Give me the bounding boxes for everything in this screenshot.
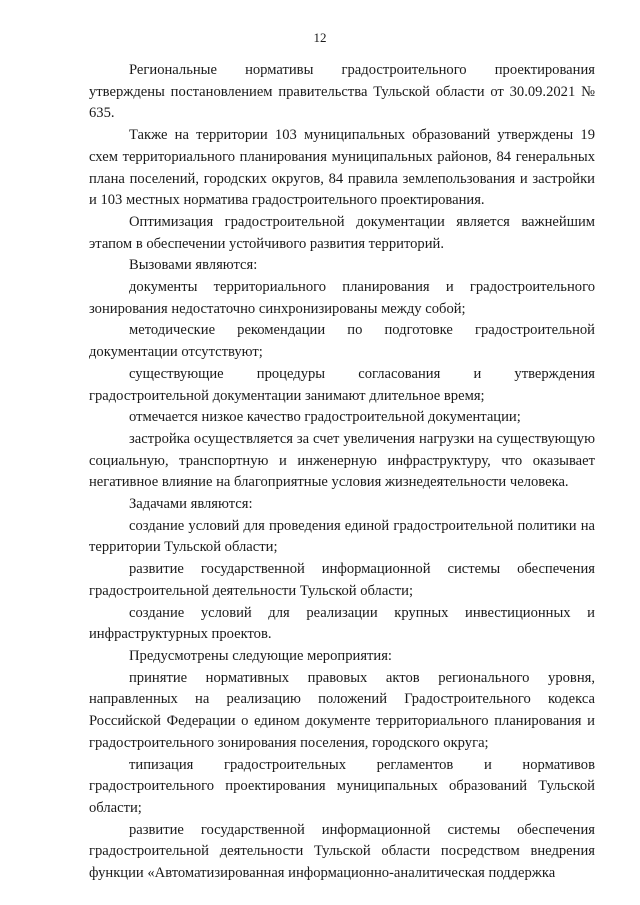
list-item: развитие государственной информационной системы обеспечения градостроительной деятельности Тульской области посредством внедрения функции «Автоматизированная информационно-аналитическая поддержка [89,821,595,882]
list-item: создание условий для реализации крупных инвестиционных и инфраструктурных проектов. [89,604,595,643]
paragraph: Предусмотрены следующие мероприятия: [129,647,392,664]
list-item: застройка осуществляется за счет увеличения нагрузки на существующую социальную, транспортную и инженерную инфраструктуру, что оказывает негативное влияние на благоприятные условия жизнедеятельности человека. [89,430,595,491]
list-item: отмечается низкое качество градостроительной документации; [129,409,521,426]
list-item: развитие государственной информационной системы обеспечения градостроительной деятельности Тульской области; [89,561,595,599]
page-number: 12 [313,30,327,45]
list-item: методические рекомендации по подготовке градостроительной документации отсутствуют; [89,322,595,361]
list-item: создание условий для проведения единой градостроительной политики на территории Тульской области; [89,517,595,556]
list-item: существующие процедуры согласования и утверждения градостроительной документации занимают длительное время; [89,365,595,404]
body-text [89,60,595,885]
paragraph: Задачами являются: [129,496,253,513]
paragraph: Оптимизация градостроительной документации является важнейшим этапом в обеспечении устойчивого развития территорий. [89,213,595,252]
paragraph: Вызовами являются: [129,257,258,274]
list-item: типизация градостроительных регламентов и нормативов градостроительного проектирования муниципальных образований Тульской области; [89,756,595,816]
paragraph: Также на территории 103 муниципальных образований утверждены 19 схем территориального планирования муниципальных районов, 84 генеральных плана поселений, городских округов, 84 правила землепользования и застройки и 103 местных норматива градостроительного проектирования. [89,127,595,209]
list-item: принятие нормативных правовых актов регионального уровня, направленных на реализацию положений Градостроительного кодекса Российской Федерации о едином документе территориального планирования и градостроительного зонирования поселения, городского округа; [89,669,595,751]
list-item: документы территориального планирования и градостроительного зонирования недостаточно синхронизированы между собой; [89,279,595,317]
paragraph: Региональные нормативы градостроительного проектирования утверждены постановлением правительства Тульской области от 30.09.2021 № 635. [89,62,595,122]
